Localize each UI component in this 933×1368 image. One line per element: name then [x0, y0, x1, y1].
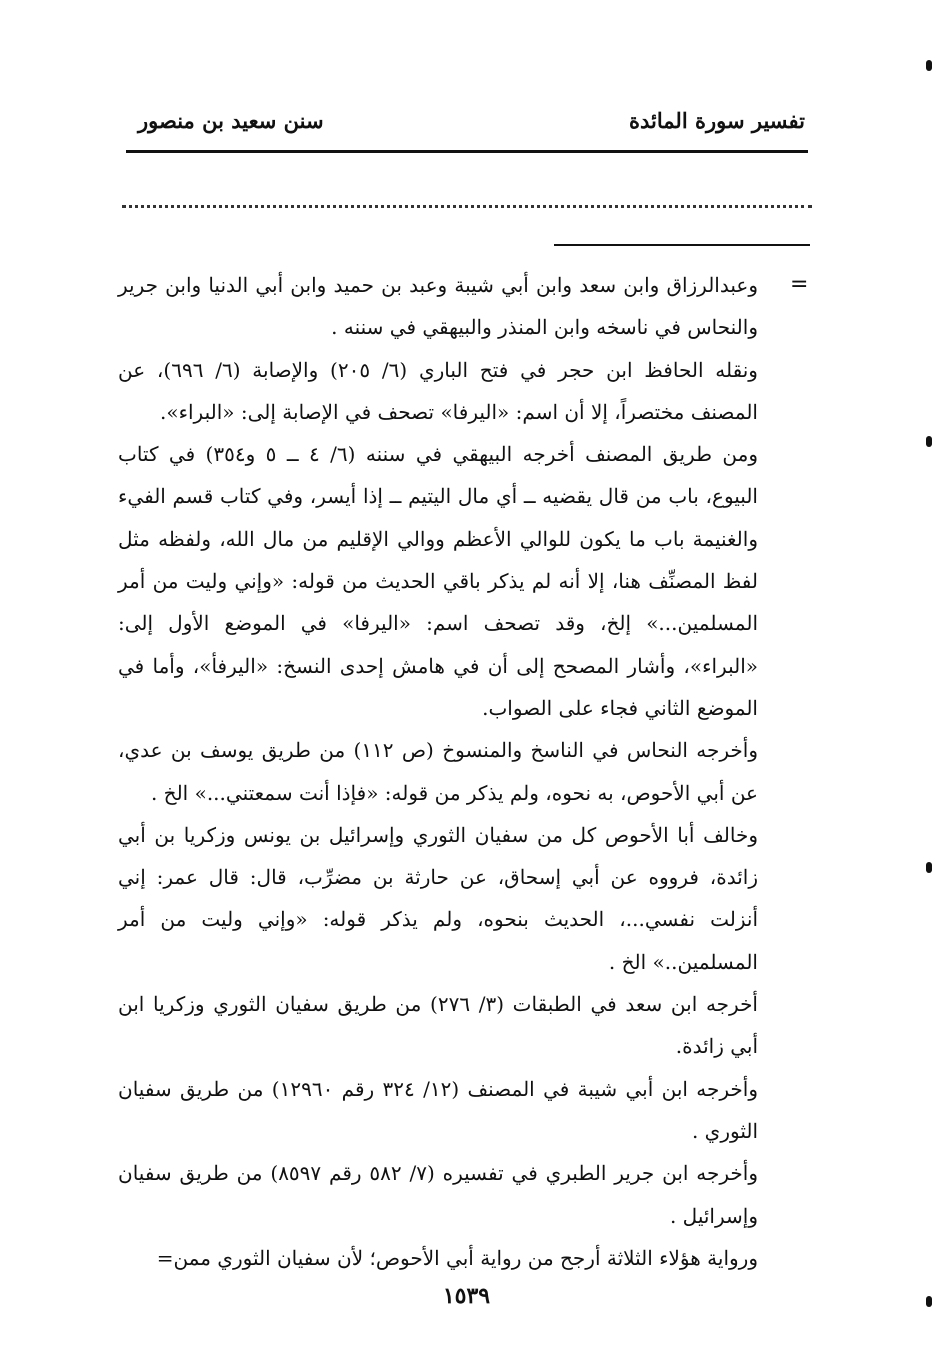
scan-edge-mark [926, 862, 932, 873]
page-number: ١٥٣٩ [442, 1283, 491, 1309]
header-divider [126, 150, 808, 153]
footnote-paragraph: أخرجه ابن سعد في الطبقات (٣/ ٢٧٦) من طريق سفيان الثوري وزكريا ابن أبي زائدة. [118, 992, 758, 1059]
footnote-divider [554, 244, 810, 246]
footnote-paragraph: وعبدالرزاق وابن سعد وابن أبي شيبة وعبد بن حميد وابن أبي الدنيا وابن جرير والنحاس في ناسخه وابن المنذر والبيهقي في سننه . [118, 273, 758, 340]
footnote-paragraph: ومن طريق المصنف أخرجه البيهقي في سننه (٦/ ٤ ــ ٥ و٣٥٤) في كتاب البيوع، باب من قال يقضيه ــ أي مال اليتيم ــ إذا أيسر، وفي كتاب قسم الفيء والغنيمة باب ما يكون للوالي الأعظم ووالي الإقليم من مال الله، ولفظه مثل لفظ المصنِّف هنا، إلا أنه لم يذكر باقي الحديث من قوله: «وإني وليت من أمر المسلمين...» إلخ، وقد تصحف اسم: «اليرفا» في الموضع الأول إلى: «البراء»، وأشار المصحح إلى أن في هامش إحدى النسخ: «اليرفأ»، وأما في الموضع الثاني فجاء على الصواب. [118, 442, 758, 720]
footnote-paragraph: وأخرجه ابن جرير الطبري في تفسيره (٧/ ٥٨٢ رقم ٨٥٩٧) من طريق سفيان وإسرائيل . [118, 1161, 758, 1228]
footnote-paragraph: ونقله الحافظ ابن حجر في فتح الباري (٦/ ٢٠٥) والإصابة (٦/ ٦٩٦)، عن المصنف مختصراً، إلا أن اسم: «اليرفا» تصحف في الإصابة إلى: «البراء». [118, 357, 758, 424]
continuation-mark: = [790, 272, 809, 297]
footnote-paragraph: وأخرجه ابن أبي شيبة في المصنف (١٢/ ٣٢٤ رقم ١٢٩٦٠) من طريق سفيان الثوري . [118, 1076, 758, 1143]
footnote-paragraph: وأخرجه النحاس في الناسخ والمنسوخ (ص ١١٢) من طريق يوسف بن عدي، عن أبي الأحوص، به نحوه، ولم يذكر من قوله: «فإذا أنت سمعتني...» الخ . [118, 738, 758, 805]
scan-edge-mark [926, 1296, 932, 1307]
scan-edge-mark [926, 60, 932, 71]
chapter-title: تفسير سورة المائدة [629, 108, 805, 133]
footnote-paragraph: ورواية هؤلاء الثلاثة أرجح من رواية أبي الأحوص؛ لأن سفيان الثوري ممن= [156, 1245, 758, 1270]
footnote-text [118, 264, 758, 1279]
scan-edge-mark [926, 436, 932, 447]
footnote-paragraph: وخالف أبا الأحوص كل من سفيان الثوري وإسرائيل بن يونس وزكريا بن أبي زائدة، فرووه عن أبي إسحاق، عن حارثة بن مضرِّب، قال: قال عمر: إني أنزلت نفسي...، الحديث بنحوه، ولم يذكر قوله: «وإني وليت من أمر المسلمين..» الخ . [118, 822, 758, 974]
dotted-separator [122, 205, 812, 208]
book-title: سنن سعيد بن منصور [138, 108, 324, 133]
